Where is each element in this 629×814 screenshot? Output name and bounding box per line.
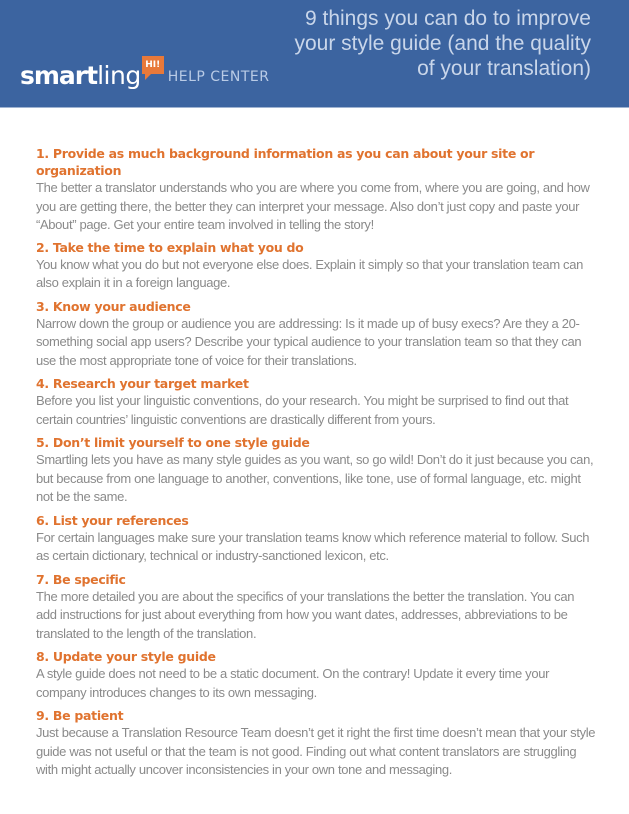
page-title: 9 things you can do to improve your style guide (and the quality of your translation): [294, 7, 591, 80]
tip-body: Just because a Translation Resource Team doesn’t get it right the first time doesn’t mean that your style guide was not useful or that the team is not good. Finding out what content translators are struggling with might actually uncover inconsistencies in your own tone and messaging.: [36, 725, 596, 777]
speech-bubble-icon: HI!: [142, 56, 164, 74]
tips-list: [36, 145, 596, 785]
tip-heading: 5. Don’t limit yourself to one style guide: [36, 435, 310, 450]
tip-heading: 2. Take the time to explain what you do: [36, 239, 304, 255]
tip-heading: 3. Know your audience: [36, 298, 191, 314]
tip-heading: 8. Update your style guide: [36, 649, 216, 664]
tip-item-3: [36, 298, 596, 371]
smartling-logo[interactable]: [20, 54, 270, 90]
tip-item-1: [36, 145, 596, 235]
tip-body: You know what you do but not everyone else does. Explain it simply so that your translation team can also explain it in a foreign language.: [36, 256, 583, 290]
tip-item-5: [36, 434, 596, 507]
tip-body: The more detailed you are about the specifics of your translations the better the translation. You can add instructions for just about everything from how you want dates, addresses, abbreviations to be translated to the length of the translation.: [36, 588, 575, 641]
tip-heading: 1. Provide as much background information as you can about your site or organization: [36, 146, 535, 178]
logo-ling-text: ling: [97, 61, 141, 90]
tip-heading: 6. List your references: [36, 512, 189, 528]
tip-heading: 9. Be patient: [36, 708, 124, 723]
tip-item-8: [36, 648, 596, 702]
header-banner: [0, 0, 629, 108]
tip-body: Before you list your linguistic conventions, do your research. You might be surprised to find out that certain countries’ linguistic conventions are drastically different from yours.: [36, 393, 569, 427]
logo-smart-text: smart: [20, 61, 98, 90]
tip-body: The better a translator understands who you are where you come from, where you are going, and how you are getting there, the better they can interpret your message. Also don’t just copy and paste your “About” page. Get your entire team involved in telling the story!: [36, 180, 590, 232]
tip-item-4: [36, 375, 596, 429]
tip-body: Narrow down the group or audience you are addressing: Is it made up of busy execs? Are they a 20-something social app users? Describe your typical audience to your translation team so that they can use the most appropriate tone of voice for their translations.: [36, 315, 582, 368]
tip-body: For certain languages make sure your translation teams know which reference material to follow. Such as certain dictionary, technical or industry-sanctioned lexicon, etc.: [36, 529, 590, 563]
tip-heading: 7. Be specific: [36, 571, 126, 587]
tip-item-6: [36, 512, 596, 566]
tip-item-2: [36, 239, 596, 293]
tip-item-9: [36, 707, 596, 780]
tip-item-7: [36, 571, 596, 644]
tip-body: A style guide does not need to be a static document. On the contrary! Update it every time your company introduces changes to its own messaging.: [36, 666, 550, 700]
tip-heading: 4. Research your target market: [36, 376, 249, 391]
help-center-label: HELP CENTER: [167, 69, 270, 85]
tip-body: Smartling lets you have as many style guides as you want, so go wild! Don’t do it just because you can, but because from one language to another, conventions, like tone, use of formal language, etc. might not be the same.: [36, 452, 594, 504]
